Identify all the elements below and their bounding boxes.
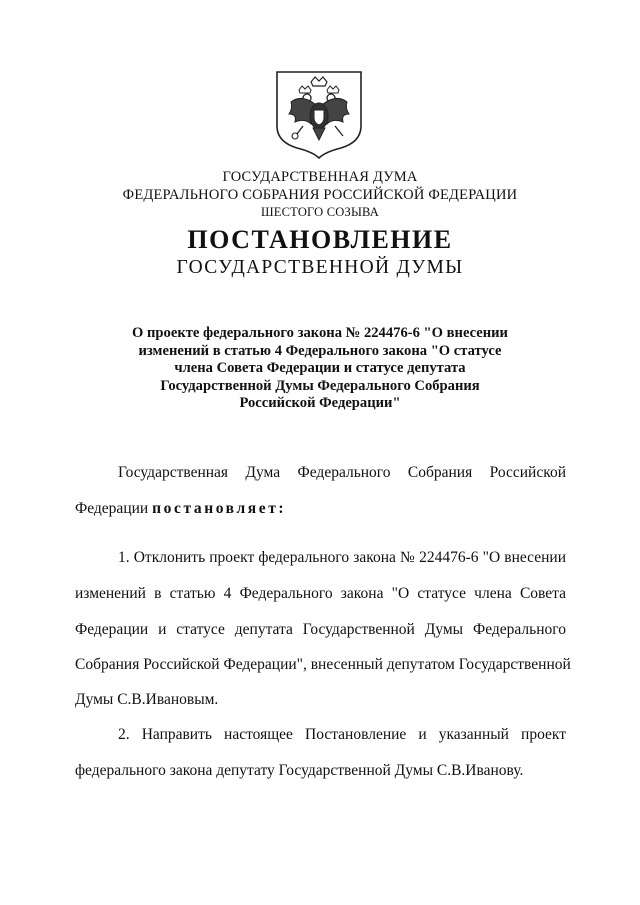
item-2-line: 2. Направить настоящее Постановление и указанный проект [118, 726, 566, 743]
document-title: ПОСТАНОВЛЕНИЕ [187, 225, 453, 254]
document-subtitle: ГОСУДАРСТВЕННОЙ ДУМЫ [176, 257, 464, 278]
item-1-line: 1. Отклонить проект федерального закона № 224476-6 "О внесении [118, 549, 566, 566]
preamble-resolves: постановляет: [152, 500, 287, 517]
preamble-start: Федерации [75, 500, 149, 517]
item-1-line: Собрания Российской Федерации", внесенный депутатом Государственной [75, 656, 571, 673]
preamble-line [75, 500, 286, 518]
item-1-line: Думы С.В.Ивановым. [75, 691, 219, 708]
subject-line: Государственной Думы Федерального Собрания [160, 377, 480, 394]
org-line-convocation: ШЕСТОГО СОЗЫВА [260, 205, 380, 219]
item-2-line: федерального закона депутату Государственной Думы С.В.Иванову. [75, 762, 524, 779]
subject-line: изменений в статью 4 Федерального закона "О статусе [138, 342, 502, 359]
item-1-line: Федерации и статусе депутата Государственной Думы Федерального [75, 621, 566, 638]
preamble-line: Государственная Дума Федерального Собрания Российской [118, 464, 566, 481]
org-line-duma: ГОСУДАРСТВЕННАЯ ДУМА [222, 169, 418, 185]
org-line-federal-assembly: ФЕДЕРАЛЬНОГО СОБРАНИЯ РОССИЙСКОЙ ФЕДЕРАЦИИ [122, 187, 518, 203]
russian-coat-of-arms-icon [271, 68, 367, 160]
emblem [271, 68, 367, 160]
document-subject [100, 325, 540, 413]
subject-line: члена Совета Федерации и статусе депутата [174, 360, 466, 377]
item-1-line: изменений в статью 4 Федерального закона "О статусе члена Совета [75, 585, 566, 602]
subject-line: О проекте федерального закона № 224476-6 "О внесении [132, 325, 508, 341]
subject-line: Российской Федерации" [239, 395, 401, 412]
